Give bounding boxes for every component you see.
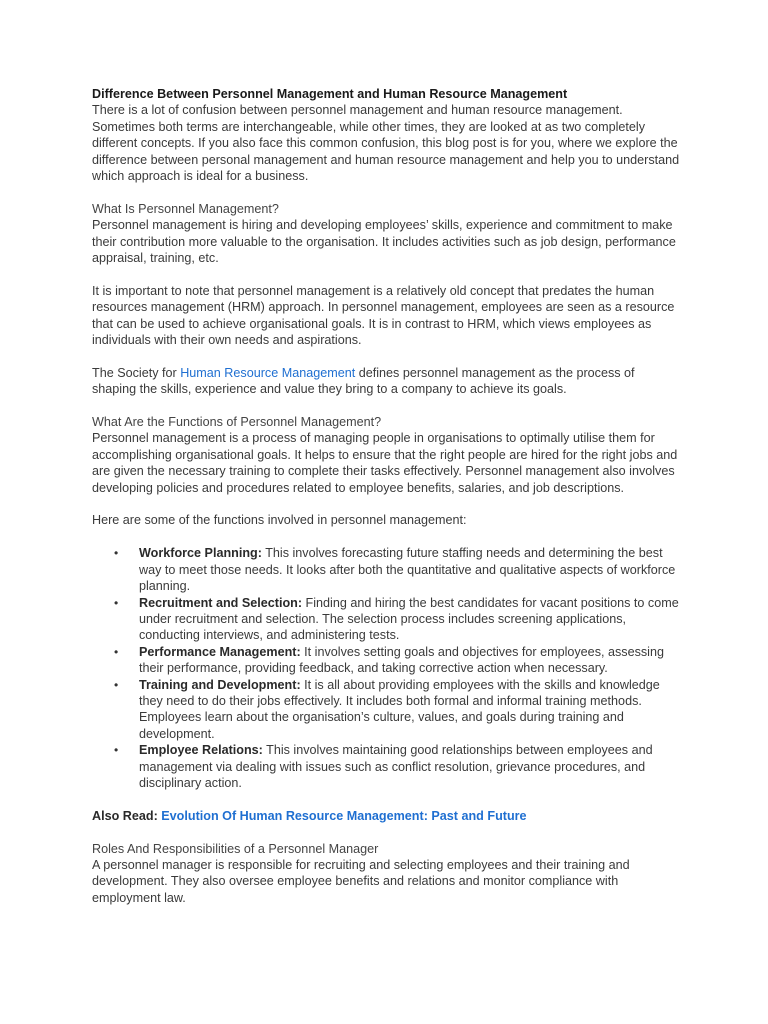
society-prefix: The Society for	[92, 365, 181, 380]
society-paragraph	[92, 365, 682, 398]
section-heading-functions: What Are the Functions of Personnel Management?	[92, 415, 382, 430]
list-item-text: It is all about providing employees with the skills and knowledge they need to do their jobs effectively. It includes both formal and informal training methods. Employees learn about the organisation’s culture, values, and goals during training and development.	[139, 677, 660, 741]
bullet-icon: •	[114, 743, 119, 758]
society-suffix: defines personnel management as the process of shaping the skills, experience and value they bring to a company to achieve its goals.	[92, 365, 635, 397]
list-item-label: Training and Development:	[139, 677, 301, 692]
list-item-label: Employee Relations:	[139, 743, 263, 758]
list-item-text: It involves setting goals and objectives for employees, assessing their performance, providing feedback, and taking corrective action when necessary.	[139, 644, 664, 676]
section-heading-roles: Roles And Responsibilities of a Personnel Manager	[92, 841, 379, 856]
bullet-icon: •	[114, 677, 119, 692]
hrm-society-link[interactable]: Human Resource Management	[180, 365, 356, 380]
roles-paragraph: A personnel manager is responsible for recruiting and selecting employees and their training and development. They also oversee employee benefits and relations and monitor compliance with employment law.	[92, 857, 630, 905]
list-item-label: Performance Management:	[139, 644, 301, 659]
functions-paragraph: Personnel management is a process of managing people in organisations to optimally utilise them for accomplishing organisational goals. It helps to ensure that the right people are hired for the right jobs and are given the necessary training to complete their tasks effectively. Personnel management also involves developing policies and procedures related to employee benefits, salaries, and job descriptions.	[92, 431, 678, 495]
personnel-definition-paragraph: Personnel management is hiring and developing employees’ skills, experience and commitment to make their contribution more valuable to the organisation. It includes activities such as job design, performance appraisal, training, etc.	[92, 218, 676, 266]
document-page	[92, 86, 682, 906]
list-item	[92, 595, 682, 644]
list-item-text: This involves maintaining good relationships between employees and management via dealing with issues such as conflict resolution, grievance procedures, and disciplinary action.	[139, 743, 653, 790]
also-read-line	[92, 808, 682, 824]
list-item	[92, 742, 682, 791]
intro-paragraph: There is a lot of confusion between personnel management and human resource management. Sometimes both terms are interchangeable, while other times, they are looked at as two completely different concepts. If you also face this common confusion, this blog post is for you, where we explore the difference between personal management and human resource management and help you to understand which approach is ideal for a business.	[92, 103, 680, 184]
also-read-link[interactable]: Evolution Of Human Resource Management: Past and Future	[161, 808, 527, 823]
list-item-text: This involves forecasting future staffing needs and determining the best way to meet those needs. It looks after both the quantitative and qualitative aspects of workforce planning.	[139, 546, 676, 594]
document-title: Difference Between Personnel Management and Human Resource Management	[92, 87, 568, 101]
also-read-label: Also Read:	[92, 808, 162, 823]
list-item-label: Recruitment and Selection:	[139, 595, 303, 610]
bullet-icon: •	[114, 595, 119, 610]
bullet-icon: •	[114, 546, 119, 561]
list-item-label: Workforce Planning:	[139, 546, 262, 561]
bullet-icon: •	[114, 644, 119, 659]
section-heading-personnel-management: What Is Personnel Management?	[92, 201, 279, 216]
list-item	[92, 644, 682, 677]
functions-list	[92, 545, 682, 791]
list-item	[92, 545, 682, 594]
personnel-history-paragraph: It is important to note that personnel management is a relatively old concept that predates the human resources management (HRM) approach. In personnel management, employees are seen as a resource that can be used to achieve organisational goals. It is in contrast to HRM, which views employees as individuals with their own needs and aspirations.	[92, 283, 675, 348]
list-item	[92, 677, 682, 743]
list-item-text: Finding and hiring the best candidates for vacant positions to come under recruitment and selection. The selection process includes screening applications, conducting interviews, and administering tests.	[139, 595, 679, 643]
functions-list-intro: Here are some of the functions involved in personnel management:	[92, 513, 467, 528]
